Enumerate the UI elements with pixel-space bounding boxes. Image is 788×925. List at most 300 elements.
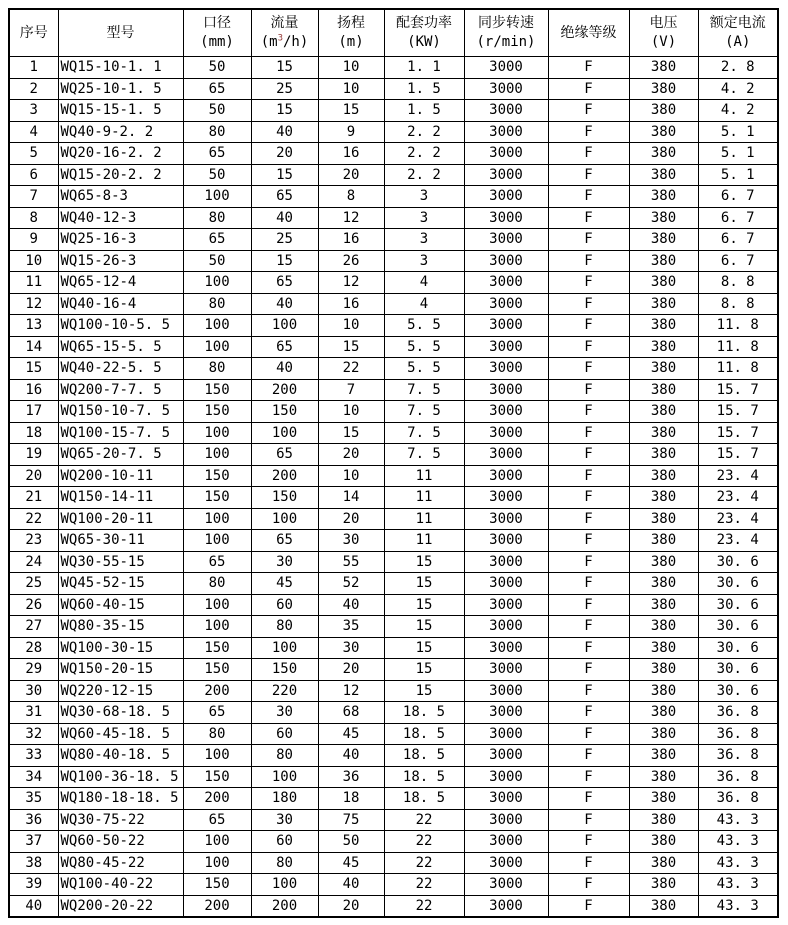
- cell-insulation: F: [548, 207, 629, 229]
- cell-insulation: F: [548, 680, 629, 702]
- cell-head: 20: [318, 659, 384, 681]
- cell-insulation: F: [548, 659, 629, 681]
- cell-head: 9: [318, 121, 384, 143]
- cell-model: WQ100-40-22: [58, 874, 183, 896]
- flow-unit-pre: (m: [260, 34, 278, 50]
- cell-model: WQ200-20-22: [58, 895, 183, 917]
- cell-power: 18. 5: [384, 702, 464, 724]
- table-row: [9, 250, 778, 272]
- cell-insulation: F: [548, 358, 629, 380]
- cell-model: WQ200-7-7. 5: [58, 379, 183, 401]
- cell-power: 18. 5: [384, 766, 464, 788]
- cell-voltage: 380: [629, 272, 698, 294]
- cell-diameter: 80: [183, 723, 251, 745]
- cell-diameter: 50: [183, 57, 251, 79]
- cell-power: 7. 5: [384, 444, 464, 466]
- cell-model: WQ80-35-15: [58, 616, 183, 638]
- cell-model: WQ15-15-1. 5: [58, 100, 183, 122]
- cell-voltage: 380: [629, 616, 698, 638]
- header-unit: [252, 33, 318, 52]
- table-row: [9, 444, 778, 466]
- cell-speed: 3000: [464, 487, 548, 509]
- cell-speed: 3000: [464, 121, 548, 143]
- cell-model: WQ60-40-15: [58, 594, 183, 616]
- table-row: [9, 852, 778, 874]
- cell-flow: 100: [251, 637, 318, 659]
- cell-model: WQ150-14-11: [58, 487, 183, 509]
- cell-power: 3: [384, 186, 464, 208]
- cell-diameter: 100: [183, 831, 251, 853]
- cell-speed: 3000: [464, 422, 548, 444]
- header-unit: (V): [650, 34, 677, 50]
- cell-flow: 60: [251, 831, 318, 853]
- header-label: 额定电流: [709, 15, 766, 31]
- cell-power: 11: [384, 508, 464, 530]
- cell-flow: 45: [251, 573, 318, 595]
- cell-diameter: 150: [183, 487, 251, 509]
- cell-head: 20: [318, 508, 384, 530]
- cell-speed: 3000: [464, 379, 548, 401]
- col-header-power: [384, 9, 464, 57]
- cell-model: WQ100-10-5. 5: [58, 315, 183, 337]
- cell-index: 16: [9, 379, 58, 401]
- flow-unit-superscript: 3: [277, 33, 283, 44]
- cell-voltage: 380: [629, 809, 698, 831]
- cell-voltage: 380: [629, 465, 698, 487]
- cell-power: 7. 5: [384, 401, 464, 423]
- table-row: [9, 788, 778, 810]
- cell-model: WQ150-10-7. 5: [58, 401, 183, 423]
- cell-insulation: F: [548, 745, 629, 767]
- cell-diameter: 100: [183, 616, 251, 638]
- table-row: [9, 551, 778, 573]
- table-row: [9, 766, 778, 788]
- cell-current: 30. 6: [698, 659, 778, 681]
- cell-speed: 3000: [464, 465, 548, 487]
- table-body: [9, 57, 778, 918]
- cell-index: 24: [9, 551, 58, 573]
- table-row: [9, 659, 778, 681]
- cell-power: 22: [384, 874, 464, 896]
- cell-index: 28: [9, 637, 58, 659]
- cell-model: WQ40-9-2. 2: [58, 121, 183, 143]
- cell-model: WQ220-12-15: [58, 680, 183, 702]
- cell-flow: 150: [251, 659, 318, 681]
- cell-flow: 30: [251, 702, 318, 724]
- cell-index: 13: [9, 315, 58, 337]
- cell-diameter: 65: [183, 78, 251, 100]
- table-row: [9, 315, 778, 337]
- cell-index: 1: [9, 57, 58, 79]
- cell-voltage: 380: [629, 766, 698, 788]
- cell-insulation: F: [548, 401, 629, 423]
- cell-insulation: F: [548, 766, 629, 788]
- cell-voltage: 380: [629, 207, 698, 229]
- cell-index: 33: [9, 745, 58, 767]
- table-row: [9, 143, 778, 165]
- cell-index: 15: [9, 358, 58, 380]
- cell-current: 43. 3: [698, 852, 778, 874]
- cell-model: WQ15-10-1. 1: [58, 57, 183, 79]
- cell-speed: 3000: [464, 637, 548, 659]
- cell-flow: 80: [251, 616, 318, 638]
- cell-head: 45: [318, 852, 384, 874]
- cell-current: 6. 7: [698, 229, 778, 251]
- cell-current: 36. 8: [698, 766, 778, 788]
- cell-power: 4: [384, 293, 464, 315]
- cell-power: 1. 1: [384, 57, 464, 79]
- cell-flow: 60: [251, 723, 318, 745]
- cell-diameter: 100: [183, 272, 251, 294]
- cell-speed: 3000: [464, 250, 548, 272]
- cell-voltage: 380: [629, 250, 698, 272]
- cell-flow: 200: [251, 895, 318, 917]
- cell-flow: 25: [251, 229, 318, 251]
- table-row: [9, 874, 778, 896]
- cell-head: 75: [318, 809, 384, 831]
- cell-current: 36. 8: [698, 723, 778, 745]
- cell-index: 35: [9, 788, 58, 810]
- table-row: [9, 57, 778, 79]
- cell-index: 8: [9, 207, 58, 229]
- cell-power: 15: [384, 594, 464, 616]
- cell-diameter: 80: [183, 207, 251, 229]
- cell-flow: 65: [251, 272, 318, 294]
- cell-current: 30. 6: [698, 551, 778, 573]
- cell-insulation: F: [548, 143, 629, 165]
- cell-insulation: F: [548, 788, 629, 810]
- cell-voltage: 380: [629, 745, 698, 767]
- cell-head: 20: [318, 444, 384, 466]
- cell-power: 22: [384, 809, 464, 831]
- cell-head: 10: [318, 465, 384, 487]
- cell-voltage: 380: [629, 358, 698, 380]
- table-row: [9, 100, 778, 122]
- cell-voltage: 380: [629, 723, 698, 745]
- cell-head: 40: [318, 594, 384, 616]
- cell-head: 15: [318, 336, 384, 358]
- table-row: [9, 895, 778, 917]
- cell-index: 9: [9, 229, 58, 251]
- cell-head: 10: [318, 78, 384, 100]
- cell-speed: 3000: [464, 336, 548, 358]
- cell-index: 26: [9, 594, 58, 616]
- cell-insulation: F: [548, 852, 629, 874]
- cell-speed: 3000: [464, 272, 548, 294]
- cell-diameter: 100: [183, 852, 251, 874]
- cell-index: 5: [9, 143, 58, 165]
- table-row: [9, 594, 778, 616]
- cell-flow: 30: [251, 551, 318, 573]
- cell-speed: 3000: [464, 551, 548, 573]
- cell-speed: 3000: [464, 207, 548, 229]
- cell-voltage: 380: [629, 78, 698, 100]
- header-label: 同步转速: [478, 15, 534, 31]
- cell-flow: 20: [251, 143, 318, 165]
- table-row: [9, 358, 778, 380]
- cell-power: 1. 5: [384, 78, 464, 100]
- cell-current: 6. 7: [698, 250, 778, 272]
- cell-model: WQ100-30-15: [58, 637, 183, 659]
- cell-head: 10: [318, 401, 384, 423]
- cell-model: WQ65-20-7. 5: [58, 444, 183, 466]
- cell-current: 36. 8: [698, 745, 778, 767]
- cell-head: 10: [318, 315, 384, 337]
- cell-insulation: F: [548, 702, 629, 724]
- cell-speed: 3000: [464, 594, 548, 616]
- cell-flow: 100: [251, 315, 318, 337]
- cell-voltage: 380: [629, 143, 698, 165]
- cell-current: 43. 3: [698, 809, 778, 831]
- cell-voltage: 380: [629, 293, 698, 315]
- cell-flow: 65: [251, 336, 318, 358]
- cell-current: 5. 1: [698, 143, 778, 165]
- cell-power: 18. 5: [384, 723, 464, 745]
- cell-speed: 3000: [464, 229, 548, 251]
- cell-current: 23. 4: [698, 508, 778, 530]
- cell-speed: 3000: [464, 143, 548, 165]
- cell-diameter: 100: [183, 530, 251, 552]
- cell-diameter: 100: [183, 186, 251, 208]
- cell-current: 15. 7: [698, 444, 778, 466]
- cell-power: 2. 2: [384, 164, 464, 186]
- cell-model: WQ20-16-2. 2: [58, 143, 183, 165]
- header-unit: (mm): [200, 34, 234, 50]
- header-unit: (A): [725, 34, 751, 50]
- cell-current: 30. 6: [698, 680, 778, 702]
- cell-insulation: F: [548, 487, 629, 509]
- cell-power: 3: [384, 250, 464, 272]
- cell-flow: 100: [251, 766, 318, 788]
- cell-head: 12: [318, 207, 384, 229]
- cell-index: 38: [9, 852, 58, 874]
- table-row: [9, 573, 778, 595]
- cell-flow: 40: [251, 293, 318, 315]
- cell-current: 23. 4: [698, 465, 778, 487]
- cell-insulation: F: [548, 573, 629, 595]
- cell-current: 11. 8: [698, 358, 778, 380]
- cell-power: 15: [384, 551, 464, 573]
- cell-index: 3: [9, 100, 58, 122]
- cell-insulation: F: [548, 272, 629, 294]
- cell-head: 16: [318, 229, 384, 251]
- cell-index: 22: [9, 508, 58, 530]
- cell-current: 4. 2: [698, 78, 778, 100]
- cell-power: 22: [384, 895, 464, 917]
- cell-insulation: F: [548, 465, 629, 487]
- cell-insulation: F: [548, 121, 629, 143]
- cell-diameter: 150: [183, 465, 251, 487]
- cell-diameter: 100: [183, 745, 251, 767]
- cell-insulation: F: [548, 164, 629, 186]
- table-row: [9, 336, 778, 358]
- cell-index: 10: [9, 250, 58, 272]
- cell-index: 39: [9, 874, 58, 896]
- cell-speed: 3000: [464, 57, 548, 79]
- cell-head: 18: [318, 788, 384, 810]
- cell-model: WQ80-45-22: [58, 852, 183, 874]
- cell-speed: 3000: [464, 78, 548, 100]
- cell-flow: 65: [251, 530, 318, 552]
- cell-model: WQ65-30-11: [58, 530, 183, 552]
- cell-insulation: F: [548, 250, 629, 272]
- cell-current: 11. 8: [698, 336, 778, 358]
- header-label: 序号: [19, 24, 48, 41]
- cell-index: 32: [9, 723, 58, 745]
- cell-current: 5. 1: [698, 121, 778, 143]
- cell-model: WQ80-40-18. 5: [58, 745, 183, 767]
- cell-index: 40: [9, 895, 58, 917]
- header-label: 型号: [106, 24, 135, 41]
- cell-speed: 3000: [464, 186, 548, 208]
- cell-voltage: 380: [629, 401, 698, 423]
- cell-current: 36. 8: [698, 788, 778, 810]
- table-header: [9, 9, 778, 57]
- cell-speed: 3000: [464, 444, 548, 466]
- cell-insulation: F: [548, 594, 629, 616]
- cell-power: 15: [384, 680, 464, 702]
- cell-index: 12: [9, 293, 58, 315]
- cell-power: 11: [384, 530, 464, 552]
- cell-index: 31: [9, 702, 58, 724]
- cell-power: 3: [384, 207, 464, 229]
- cell-model: WQ45-52-15: [58, 573, 183, 595]
- cell-current: 15. 7: [698, 422, 778, 444]
- cell-insulation: F: [548, 293, 629, 315]
- table-row: [9, 831, 778, 853]
- cell-voltage: 380: [629, 637, 698, 659]
- cell-index: 20: [9, 465, 58, 487]
- cell-head: 14: [318, 487, 384, 509]
- cell-head: 30: [318, 637, 384, 659]
- table-row: [9, 207, 778, 229]
- header-label: 扬程: [337, 15, 365, 31]
- cell-power: 11: [384, 465, 464, 487]
- cell-insulation: F: [548, 508, 629, 530]
- cell-speed: 3000: [464, 809, 548, 831]
- cell-flow: 150: [251, 487, 318, 509]
- cell-flow: 200: [251, 379, 318, 401]
- header-label: 配套功率: [396, 15, 452, 31]
- table-row: [9, 809, 778, 831]
- col-header-voltage: [629, 9, 698, 57]
- cell-flow: 65: [251, 186, 318, 208]
- cell-diameter: 150: [183, 401, 251, 423]
- pump-spec-table: [8, 8, 779, 918]
- cell-index: 4: [9, 121, 58, 143]
- cell-head: 36: [318, 766, 384, 788]
- cell-current: 15. 7: [698, 379, 778, 401]
- table-row: [9, 723, 778, 745]
- cell-index: 34: [9, 766, 58, 788]
- cell-flow: 40: [251, 121, 318, 143]
- cell-head: 30: [318, 530, 384, 552]
- col-header-current: [698, 9, 778, 57]
- cell-current: 23. 4: [698, 530, 778, 552]
- cell-power: 4: [384, 272, 464, 294]
- cell-head: 22: [318, 358, 384, 380]
- cell-speed: 3000: [464, 401, 548, 423]
- col-header-speed: [464, 9, 548, 57]
- cell-head: 16: [318, 143, 384, 165]
- cell-speed: 3000: [464, 788, 548, 810]
- table-row: [9, 616, 778, 638]
- cell-index: 27: [9, 616, 58, 638]
- cell-voltage: 380: [629, 379, 698, 401]
- cell-voltage: 380: [629, 680, 698, 702]
- cell-diameter: 80: [183, 573, 251, 595]
- cell-power: 3: [384, 229, 464, 251]
- cell-head: 20: [318, 895, 384, 917]
- col-header-diameter: [183, 9, 251, 57]
- cell-voltage: 380: [629, 895, 698, 917]
- cell-index: 25: [9, 573, 58, 595]
- cell-voltage: 380: [629, 702, 698, 724]
- table-row: [9, 530, 778, 552]
- cell-voltage: 380: [629, 573, 698, 595]
- table-row: [9, 121, 778, 143]
- cell-power: 1. 5: [384, 100, 464, 122]
- cell-flow: 100: [251, 508, 318, 530]
- cell-head: 12: [318, 680, 384, 702]
- cell-flow: 25: [251, 78, 318, 100]
- cell-power: 22: [384, 831, 464, 853]
- table-row: [9, 680, 778, 702]
- cell-speed: 3000: [464, 680, 548, 702]
- cell-voltage: 380: [629, 530, 698, 552]
- cell-insulation: F: [548, 530, 629, 552]
- cell-power: 5. 5: [384, 358, 464, 380]
- cell-model: WQ65-15-5. 5: [58, 336, 183, 358]
- cell-power: 15: [384, 616, 464, 638]
- cell-flow: 80: [251, 852, 318, 874]
- cell-head: 12: [318, 272, 384, 294]
- cell-diameter: 150: [183, 659, 251, 681]
- cell-voltage: 380: [629, 186, 698, 208]
- cell-diameter: 150: [183, 874, 251, 896]
- table-row: [9, 401, 778, 423]
- cell-head: 52: [318, 573, 384, 595]
- cell-power: 15: [384, 573, 464, 595]
- table-row: [9, 379, 778, 401]
- cell-flow: 15: [251, 250, 318, 272]
- cell-voltage: 380: [629, 164, 698, 186]
- cell-diameter: 100: [183, 594, 251, 616]
- cell-speed: 3000: [464, 874, 548, 896]
- cell-flow: 60: [251, 594, 318, 616]
- cell-current: 11. 8: [698, 315, 778, 337]
- cell-current: 2. 8: [698, 57, 778, 79]
- cell-model: WQ65-12-4: [58, 272, 183, 294]
- cell-model: WQ60-45-18. 5: [58, 723, 183, 745]
- cell-insulation: F: [548, 809, 629, 831]
- cell-diameter: 100: [183, 336, 251, 358]
- cell-power: 5. 5: [384, 336, 464, 358]
- cell-model: WQ65-8-3: [58, 186, 183, 208]
- cell-power: 22: [384, 852, 464, 874]
- cell-voltage: 380: [629, 659, 698, 681]
- cell-voltage: 380: [629, 788, 698, 810]
- cell-speed: 3000: [464, 315, 548, 337]
- header-row: [9, 9, 778, 57]
- cell-head: 35: [318, 616, 384, 638]
- col-header-index: [9, 9, 58, 57]
- cell-voltage: 380: [629, 422, 698, 444]
- cell-insulation: F: [548, 551, 629, 573]
- table-row: [9, 508, 778, 530]
- cell-index: 29: [9, 659, 58, 681]
- cell-current: 8. 8: [698, 293, 778, 315]
